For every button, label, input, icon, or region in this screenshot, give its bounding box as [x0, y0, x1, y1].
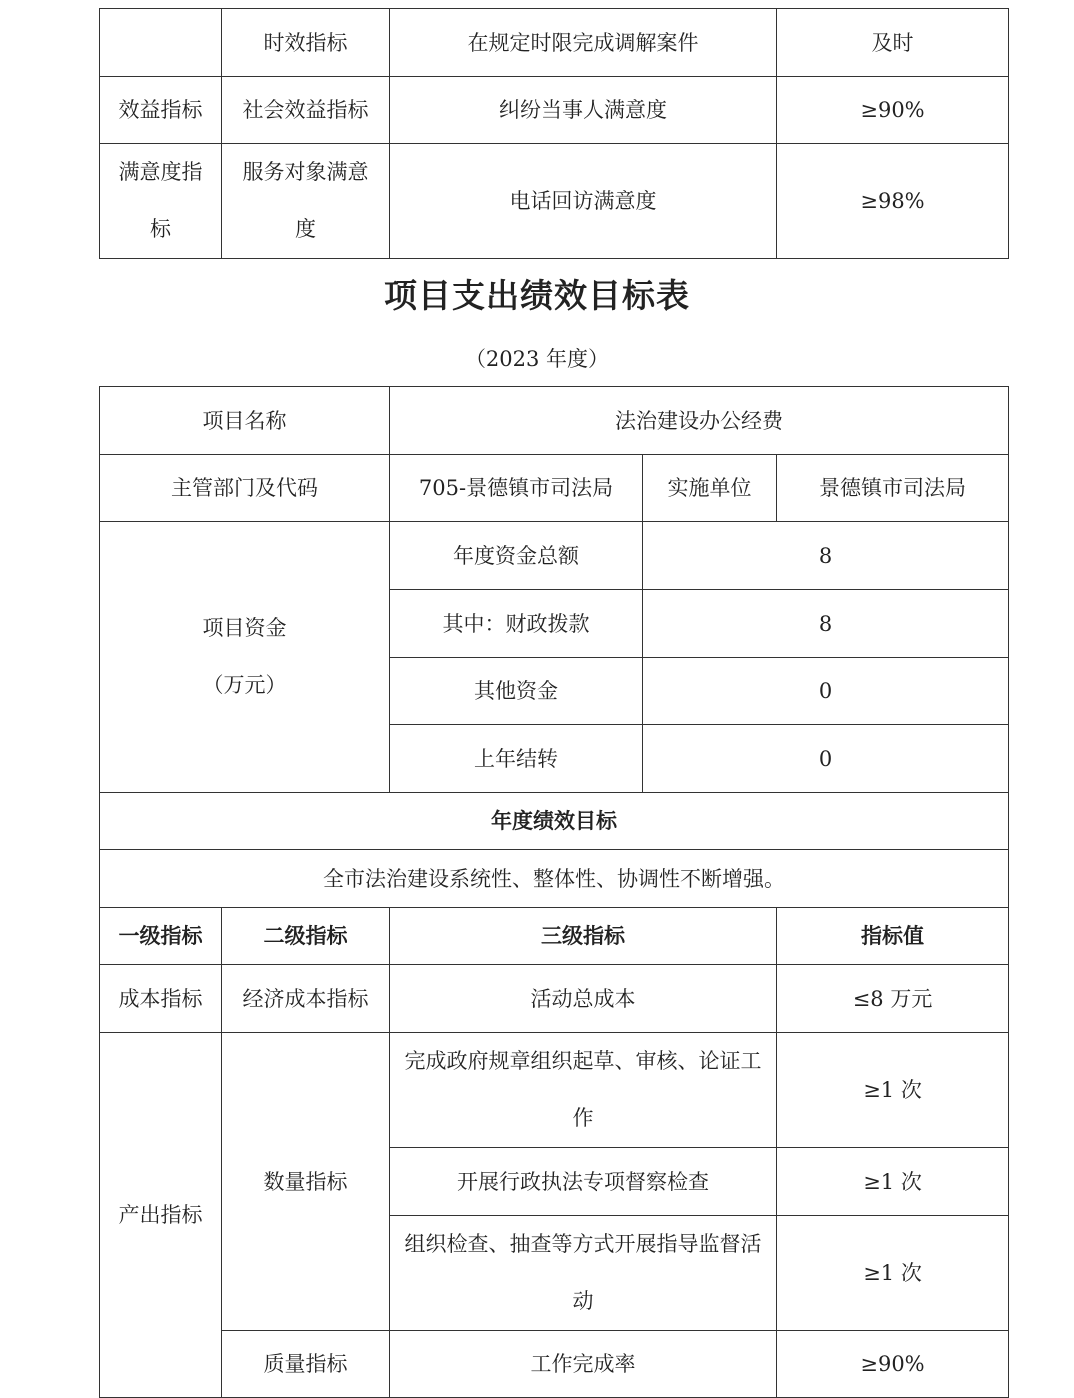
table-row: [100, 965, 1009, 1033]
table-cell: 社会效益指标: [222, 77, 390, 144]
cell-line: 标: [150, 217, 171, 241]
fund-item-value: 0: [643, 725, 1009, 793]
fund-item-label: 上年结转: [390, 725, 643, 793]
table-cell: ≥1 次: [777, 1033, 1009, 1148]
table-row: [100, 908, 1009, 965]
table-cell: 及时: [777, 9, 1009, 77]
table-row: [100, 9, 1009, 77]
table-cell: ≤8 万元: [777, 965, 1009, 1033]
table-row: [100, 793, 1009, 850]
fund-item-value: 8: [643, 522, 1009, 590]
table-row: [100, 144, 1009, 259]
goal-text: 全市法治建设系统性、整体性、协调性不断增强。: [100, 850, 1009, 908]
table-cell: 经济成本指标: [222, 965, 390, 1033]
goal-header: 年度绩效目标: [100, 793, 1009, 850]
table-cell: [100, 144, 222, 259]
fund-item-label: 其他资金: [390, 658, 643, 725]
header-l2: 二级指标: [222, 908, 390, 965]
table-row: [100, 1331, 1009, 1398]
funds-label: [100, 522, 390, 793]
table-cell: ≥98%: [777, 144, 1009, 259]
cell-line: 度: [295, 217, 316, 241]
cell-line: 作: [572, 1106, 594, 1130]
cell-line: 完成政府规章组织起草、审核、论证工: [404, 1049, 762, 1073]
table-cell: ≥1 次: [777, 1148, 1009, 1216]
page-title: 项目支出绩效目标表: [384, 276, 690, 315]
dept-label: 主管部门及代码: [100, 455, 390, 522]
table-row: [100, 77, 1009, 144]
cell-line: 动: [572, 1289, 594, 1313]
table-cell: [222, 144, 390, 259]
table-cell: 电话回访满意度: [390, 144, 777, 259]
page-subtitle: （2023 年度）: [464, 347, 610, 371]
table-row: [100, 1033, 1009, 1148]
table-cell: 在规定时限完成调解案件: [390, 9, 777, 77]
table-cell: 工作完成率: [390, 1331, 777, 1398]
header-value: 指标值: [777, 908, 1009, 965]
unit-value: 景德镇市司法局: [777, 455, 1009, 522]
project-name-value: 法治建设办公经费: [390, 387, 1009, 455]
fund-item-label: 年度资金总额: [390, 522, 643, 590]
table-cell: 时效指标: [222, 9, 390, 77]
cell-line: 服务对象满意: [242, 160, 369, 184]
quality-l2: 质量指标: [222, 1331, 390, 1398]
previous-table-fragment: [99, 8, 1009, 259]
fund-item-label: 其中：财政拨款: [390, 590, 643, 658]
table-row: [100, 522, 1009, 590]
cell-line: 满意度指: [118, 160, 203, 184]
fund-item-value: 8: [643, 590, 1009, 658]
table-cell: 开展行政执法专项督察检查: [390, 1148, 777, 1216]
cell-line: 组织检查、抽查等方式开展指导监督活: [404, 1232, 762, 1256]
cell-line: 项目资金: [202, 616, 287, 640]
table-cell: 纠纷当事人满意度: [390, 77, 777, 144]
quantity-l2: 数量指标: [222, 1033, 390, 1331]
table-cell: [390, 1033, 777, 1148]
table-row: [100, 387, 1009, 455]
table-cell: ≥1 次: [777, 1216, 1009, 1331]
header-l3: 三级指标: [390, 908, 777, 965]
cell-line: （万元）: [202, 673, 287, 697]
table-cell: ≥90%: [777, 77, 1009, 144]
output-l1: 产出指标: [100, 1033, 222, 1398]
fund-item-value: 0: [643, 658, 1009, 725]
table-cell: 效益指标: [100, 77, 222, 144]
table-cell: ≥90%: [777, 1331, 1009, 1398]
table-row: [100, 850, 1009, 908]
table-cell: [390, 1216, 777, 1331]
performance-target-table: [99, 386, 1009, 1398]
table-row: [100, 455, 1009, 522]
dept-value: 705-景德镇市司法局: [390, 455, 643, 522]
table-cell: [100, 9, 222, 77]
table-cell: 活动总成本: [390, 965, 777, 1033]
header-l1: 一级指标: [100, 908, 222, 965]
project-name-label: 项目名称: [100, 387, 390, 455]
unit-label: 实施单位: [643, 455, 777, 522]
table-cell: 成本指标: [100, 965, 222, 1033]
